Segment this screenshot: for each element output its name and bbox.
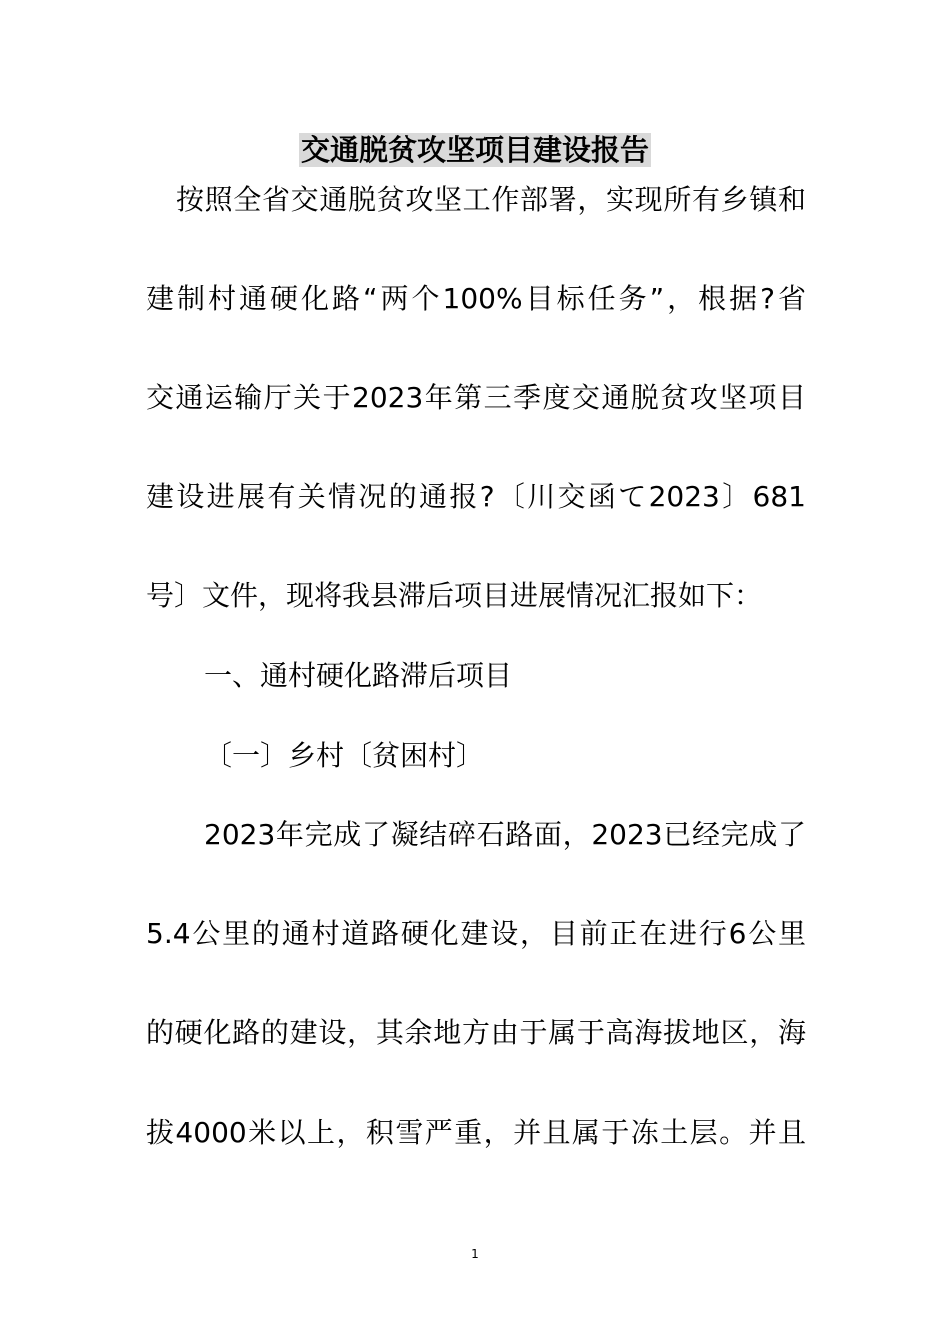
page-number: 1	[471, 1247, 479, 1261]
paragraph-line-6: 2023年完成了凝结碎石路面，2023已经完成了	[204, 818, 806, 851]
document-title-text: 交通脱贫攻坚项目建设报告	[300, 133, 649, 167]
paragraph-line-8: 的硬化路的建设，其余地方由于属于高海拔地区，海	[146, 1016, 806, 1049]
paragraph-line-7: 5.4公里的通村道路硬化建设，目前正在进行6公里	[146, 917, 806, 950]
paragraph-line-2: 建制村通硬化路“两个100%目标任务”，根据?省	[146, 282, 806, 315]
section-heading: 一、通村硬化路滞后项目	[204, 659, 513, 692]
paragraph-line-3: 交通运输厅关于2023年第三季度交通脱贫攻坚项目	[146, 381, 806, 414]
subsection-heading: 〔一〕乡村〔贫困村〕	[204, 739, 485, 772]
paragraph-line-5: 号〕文件，现将我县滞后项目进展情况汇报如下：	[146, 579, 763, 612]
paragraph-line-1: 按照全省交通脱贫攻坚工作部署，实现所有乡镇和	[176, 183, 806, 216]
document-title	[0, 128, 950, 172]
paragraph-line-4: 建设进展有关情况的通报?〔川交函て2023〕681	[146, 480, 806, 513]
paragraph-line-9: 拔4000米以上，积雪严重，并且属于冻土层。并且	[146, 1116, 806, 1149]
